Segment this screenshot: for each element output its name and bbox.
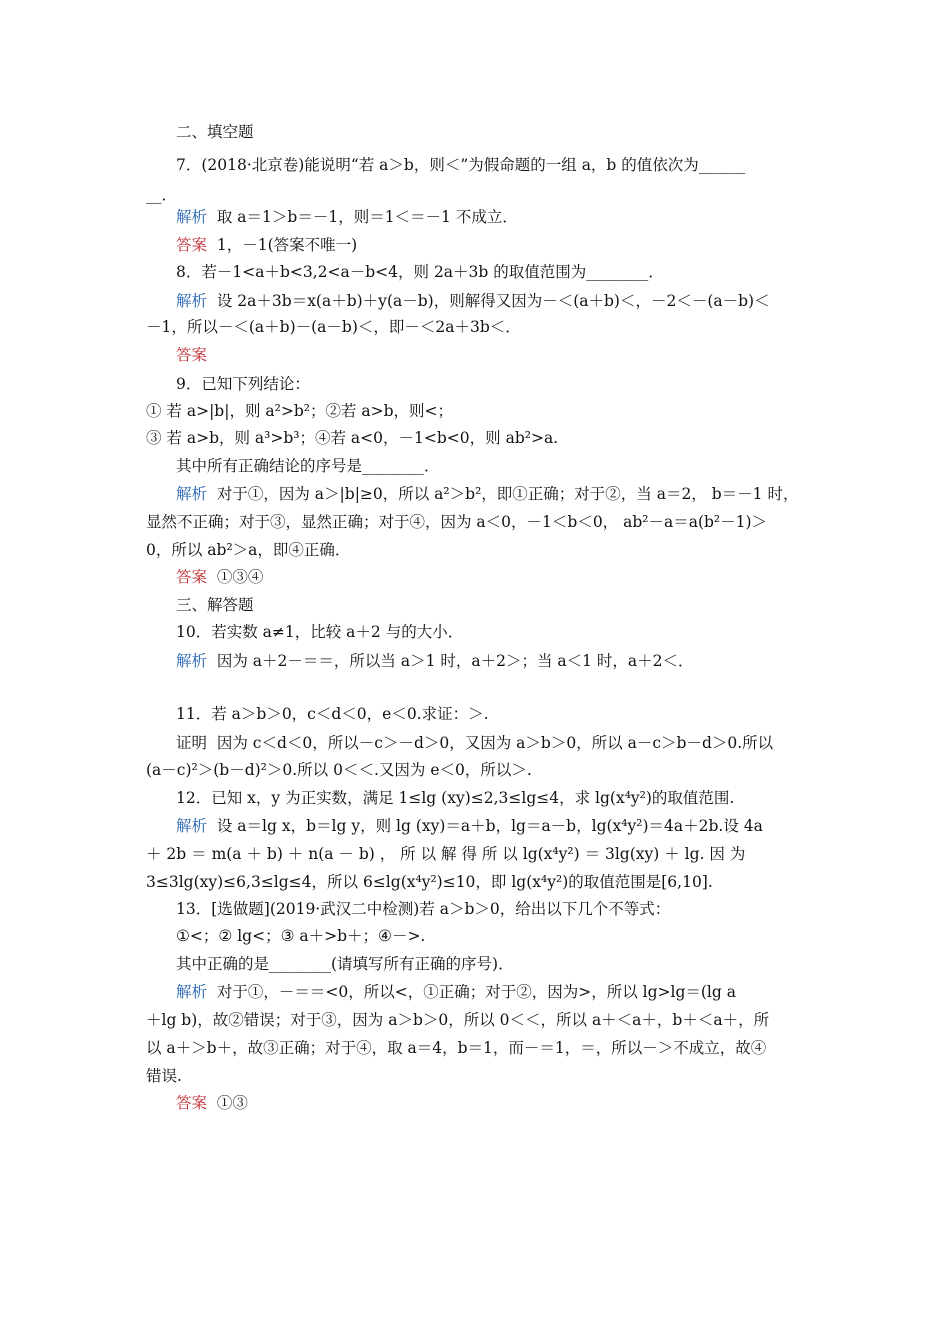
answer-label: 答案 [176, 1094, 208, 1112]
q13-inequalities: ①<；② lg<；③ a＋>b＋；④－>. [176, 927, 426, 945]
q10-analysis [176, 651, 694, 671]
q11-proof-text1: 因为 c＜d＜0，所以－c＞－d＞0，又因为 a＞b＞0，所以 a－c＞b－d＞0.所以 [216, 734, 774, 752]
answer-label: 答案 [176, 346, 208, 364]
q7-answer [176, 235, 357, 255]
q10-stem: 10．若实数 a≠1，比较 a＋2 与的大小． [176, 623, 464, 641]
q13-answer [176, 1093, 248, 1113]
q9-analysis-text1: 对于①，因为 a＞|b|≥0，所以 a²＞b²，即①正确；对于②，当 a＝2， b＝－1 时， [216, 485, 799, 503]
analysis-label: 解析 [176, 208, 208, 226]
q12-analysis-line2: ＋ 2b ＝ m(a ＋ b) ＋ n(a － b) ， 所 以 解 得 所 以 lg(x⁴y²) ＝ 3lg(xy) ＋ lg. 因 为 [146, 845, 746, 863]
q13-stem: 13．[选做题](2019·武汉二中检测)若 a＞b＞0，给出以下几个不等式： [176, 900, 671, 918]
q9-analysis-line3: 0，所以 ab²＞a，即④正确． [146, 541, 351, 559]
analysis-label: 解析 [176, 817, 208, 835]
section-heading-fill-in: 二、填空题 [176, 123, 254, 141]
q8-stem: 8．若－1<a＋b<3,2<a－b<4，则 2a＋3b 的取值范围为________． [176, 263, 664, 281]
q11-stem: 11．若 a＞b＞0，c＜d＜0，e＜0.求证：＞. [176, 705, 489, 723]
q12-analysis-text1: 设 a＝lg x，b＝lg y，则 lg (xy)＝a＋b，lg＝a－b，lg(x⁴y²)＝4a＋2b.设 4a [216, 817, 763, 835]
analysis-label: 解析 [176, 652, 208, 670]
proof-label: 证明 [176, 734, 208, 752]
q9-question: 其中所有正确结论的序号是________． [176, 457, 440, 475]
section-heading-solutions: 三、解答题 [176, 596, 254, 614]
q8-analysis-line2: －1，所以－＜(a＋b)－(a－b)＜，即－＜2a＋3b＜． [146, 318, 521, 336]
q7-analysis-text: 取 a＝1＞b＝－1，则＝1＜＝－1 不成立． [216, 208, 518, 226]
q11-proof-line2: (a－c)²＞(b－d)²＞0.所以 0＜＜.又因为 e＜0，所以＞. [146, 761, 532, 779]
q9-stem: 9．已知下列结论： [176, 375, 310, 393]
analysis-label: 解析 [176, 485, 208, 503]
q12-stem: 12．已知 x，y 为正实数，满足 1≤lg (xy)≤2,3≤lg≤4，求 lg(x⁴y²)的取值范围. [176, 789, 735, 807]
q7-analysis [176, 207, 518, 227]
q13-analysis-line3: 以 a＋＞b＋，故③正确；对于④，取 a＝4，b＝1，而－＝1，＝，所以－＞不成立，故④ [146, 1039, 767, 1057]
analysis-label: 解析 [176, 292, 208, 310]
q9-answer [176, 567, 263, 587]
q13-analysis-line1 [176, 982, 736, 1002]
analysis-label: 解析 [176, 983, 208, 1001]
q8-analysis-line1 [176, 291, 770, 311]
q10-analysis-text: 因为 a＋2－＝＝，所以当 a＞1 时，a＋2＞；当 a＜1 时，a＋2＜． [216, 652, 694, 670]
q13-question: 其中正确的是________(请填写所有正确的序号)． [176, 955, 514, 973]
q12-analysis-line3: 3≤3lg(xy)≤6,3≤lg≤4，所以 6≤lg(x⁴y²)≤10，即 lg(x⁴y²)的取值范围是[6,10]. [146, 873, 713, 891]
q7-stem-line1: 7．(2018·北京卷)能说明“若 a＞b，则＜”为假命题的一组 a，b 的值依次为______ [176, 156, 746, 174]
q9-analysis-line1 [176, 484, 798, 504]
q9-conclusions-3-4: ③ 若 a>b，则 a³>b³；④若 a<0，－1<b<0，则 ab²>a. [146, 429, 559, 447]
q11-proof-line1 [176, 733, 773, 753]
q7-answer-text: 1，－1(答案不唯一) [216, 236, 358, 254]
q13-analysis-line4: 错误. [146, 1067, 182, 1085]
q13-analysis-text1: 对于①，－＝＝<0，所以<，①正确；对于②，因为>，所以 lg>lg＝(lg a [216, 983, 736, 1001]
q9-conclusions-1-2: ① 若 a>|b|，则 a²>b²；②若 a>b，则<； [146, 402, 454, 420]
q13-answer-text: ①③ [216, 1094, 248, 1112]
q9-answer-text: ①③④ [216, 568, 264, 586]
q9-analysis-line2: 显然不正确；对于③，显然正确；对于④，因为 a＜0，－1＜b＜0， ab²－a＝a(b²－1)＞ [146, 513, 768, 531]
q12-analysis-line1 [176, 816, 763, 836]
answer-label: 答案 [176, 568, 208, 586]
q13-analysis-line2: ＋lg b)，故②错误；对于③，因为 a＞b＞0，所以 0＜＜，所以 a＋＜a＋，b＋＜a＋，所 [146, 1011, 770, 1029]
q7-stem-line2: __． [146, 186, 178, 204]
q8-answer [176, 345, 207, 365]
q8-analysis-text1: 设 2a＋3b＝x(a＋b)＋y(a－b)，则解得又因为－＜(a＋b)＜，－2＜－(a－b)＜ [216, 292, 770, 310]
answer-label: 答案 [176, 236, 208, 254]
